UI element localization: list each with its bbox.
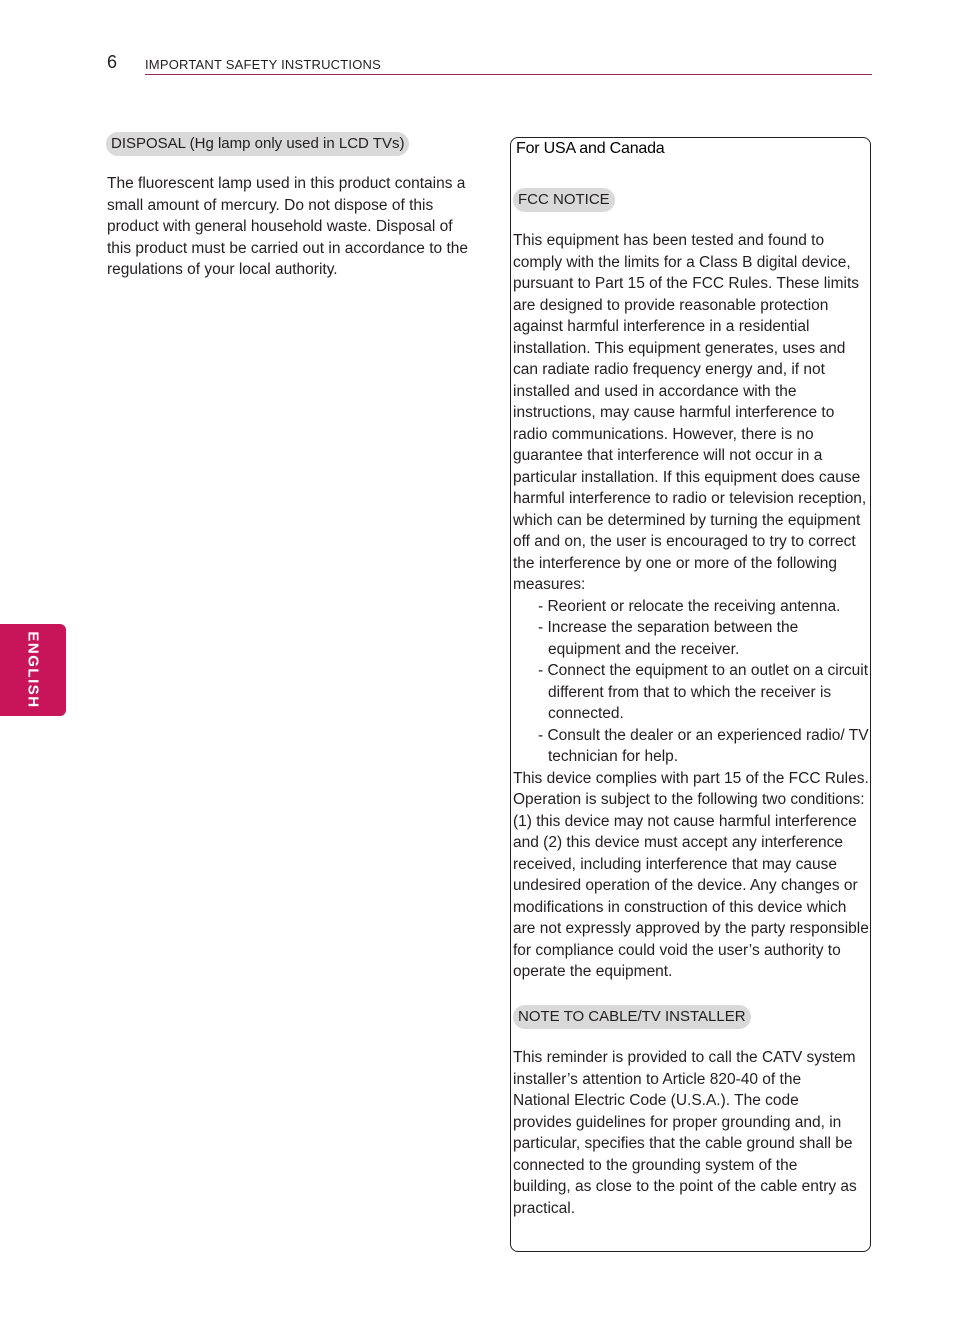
language-tab: [0, 624, 66, 716]
disposal-paragraph: The fluorescent lamp used in this product contains a small amount of mercury. Do not dispose of this product with general household waste. Disposal of this product must be carried out in accordance to the regulations of your local authority.: [107, 175, 469, 278]
fcc-measures-list: [513, 596, 871, 768]
section-title: IMPORTANT SAFETY INSTRUCTIONS: [145, 57, 381, 72]
fcc-measure-item: - Connect the equipment to an outlet on a circuit different from that to which the receiver is connected.: [538, 662, 869, 722]
page-number: 6: [107, 52, 118, 72]
disposal-heading: DISPOSAL (Hg lamp only used in LCD TVs): [106, 132, 409, 156]
fcc-notice-body: [513, 230, 871, 983]
fcc-compliance-paragraph: This device complies with part 15 of the FCC Rules. Operation is subject to the following two conditions: (1) this device may not cause harmful interference and (2) this device must accept any interference received, including interference that may cause undesired operation of the device. Any changes or modifications in construction of this device which are not expressly approved by the party responsible for compliance could void the user’s authority to operate the equipment.: [513, 769, 869, 980]
usa-canada-heading: For USA and Canada: [516, 140, 665, 157]
language-tab-label: ENGLISH: [24, 631, 42, 709]
fcc-intro-paragraph: This equipment has been tested and found to comply with the limits for a Class B digital device, pursuant to Part 15 of the FCC Rules. These limits are designed to provide reasonable protection against harmful interference in a residential installation. This equipment generates, uses and can radiate radio frequency energy and, if not installed and used in accordance with the instructions, may cause harmful interference to radio communications. However, there is no guarantee that interference will not occur in a particular installation. If this equipment does cause harmful interference to radio or television reception, which can be determined by turning the equipment off and on, the user is encouraged to try to correct the interference by one or more of the following measures:: [513, 232, 867, 593]
cable-installer-body: [513, 1047, 858, 1219]
cable-installer-paragraph: This reminder is provided to call the CATV system installer’s attention to Article 820-40 of the National Electric Code (U.S.A.). The code provides guidelines for proper grounding and, in particular, specifies that the cable ground shall be connected to the grounding system of the building, as close to the point of the cable entry as practical.: [513, 1049, 857, 1217]
cable-installer-heading: NOTE TO CABLE/TV INSTALLER: [513, 1005, 751, 1029]
disposal-text: [107, 173, 479, 281]
fcc-measure-item: - Reorient or relocate the receiving antenna.: [538, 597, 841, 615]
header-divider: [145, 74, 872, 75]
fcc-measure-item: - Increase the separation between the equipment and the receiver.: [538, 619, 799, 658]
fcc-notice-heading: FCC NOTICE: [513, 188, 615, 212]
fcc-measure-item: - Consult the dealer or an experienced radio/ TV technician for help.: [538, 726, 869, 765]
